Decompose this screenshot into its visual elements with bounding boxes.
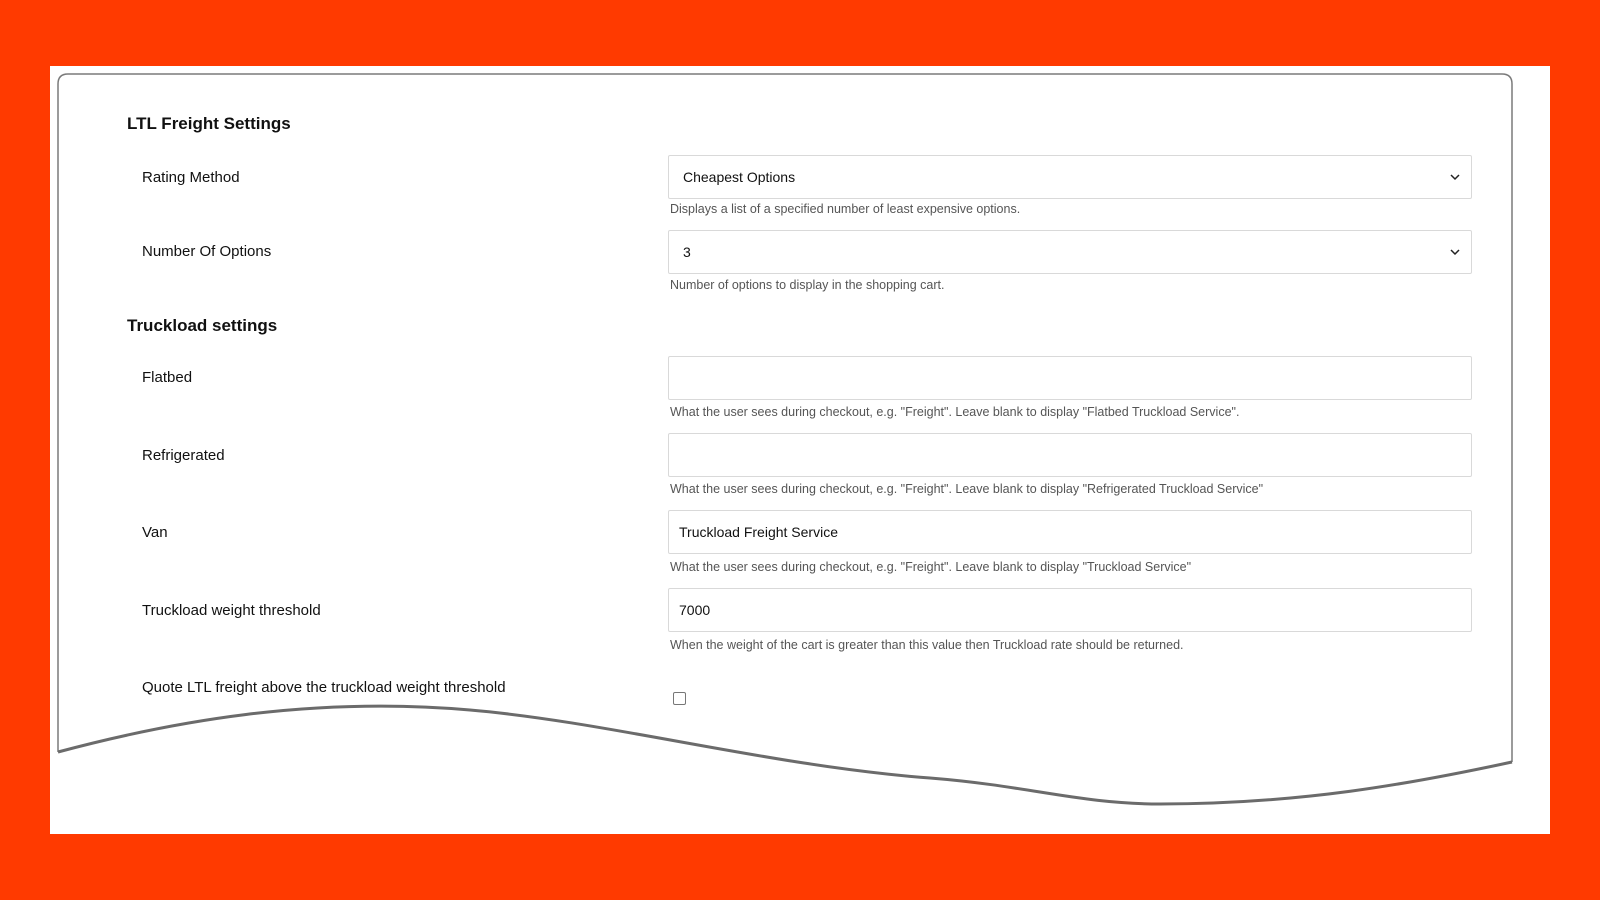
number-of-options-label: Number Of Options [142, 243, 272, 260]
refrigerated-input[interactable] [668, 433, 1472, 477]
flatbed-label: Flatbed [142, 369, 193, 386]
weight-threshold-input[interactable] [668, 588, 1472, 632]
number-of-options-hint: Number of options to display in the shopping cart. [670, 278, 945, 292]
number-of-options-select[interactable] [668, 230, 1472, 274]
weight-threshold-value: 7000 [679, 602, 711, 618]
rating-method-select[interactable] [668, 155, 1472, 199]
quote-ltl-checkbox[interactable] [673, 692, 686, 705]
section-title-truckload: Truckload settings [127, 316, 278, 335]
settings-form [50, 66, 1550, 834]
van-label: Van [142, 524, 168, 541]
rating-method-value: Cheapest Options [683, 169, 796, 185]
van-hint: What the user sees during checkout, e.g. "Freight". Leave blank to display "Truckload Service" [670, 560, 1192, 574]
section-title-ltl: LTL Freight Settings [127, 114, 291, 133]
van-value: Truckload Freight Service [679, 524, 838, 540]
chevron-down-icon [1449, 246, 1461, 258]
flatbed-hint: What the user sees during checkout, e.g. "Freight". Leave blank to display "Flatbed Truckload Service". [670, 405, 1240, 419]
weight-threshold-hint: When the weight of the cart is greater than this value then Truckload rate should be returned. [670, 638, 1184, 652]
rating-method-label: Rating Method [142, 169, 240, 186]
chevron-down-icon [1449, 171, 1461, 183]
number-of-options-value: 3 [683, 244, 691, 260]
quote-ltl-label: Quote LTL freight above the truckload weight threshold [142, 679, 506, 696]
screenshot-panel [50, 66, 1550, 834]
refrigerated-hint: What the user sees during checkout, e.g. "Freight". Leave blank to display "Refrigerated Truckload Service" [670, 482, 1264, 496]
weight-threshold-label: Truckload weight threshold [142, 602, 321, 619]
rating-method-hint: Displays a list of a specified number of least expensive options. [670, 202, 1021, 216]
van-input[interactable] [668, 510, 1472, 554]
refrigerated-label: Refrigerated [142, 447, 225, 464]
flatbed-input[interactable] [668, 356, 1472, 400]
